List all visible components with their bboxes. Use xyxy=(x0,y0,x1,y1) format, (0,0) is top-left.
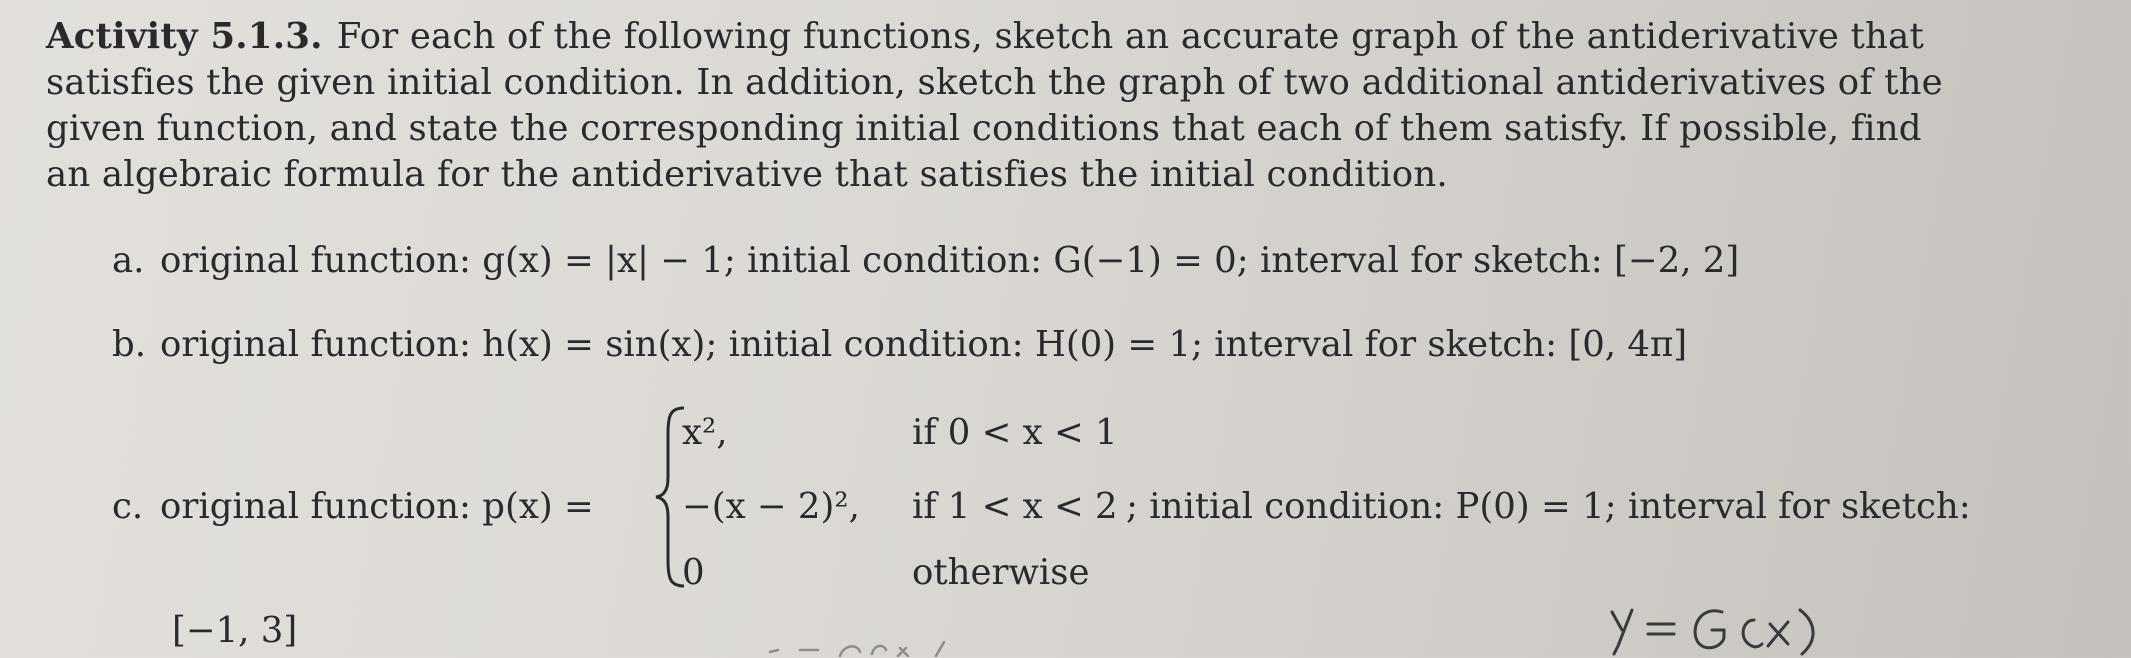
case-2-expression: −(x − 2)², xyxy=(682,486,860,527)
item-c-tail: ; initial condition: P(0) = 1; interval for sketch: xyxy=(1126,486,1971,527)
item-b xyxy=(112,322,1687,368)
case-1-expression: x², xyxy=(682,412,728,453)
item-c-lead-text: original function: p(x) = xyxy=(160,486,594,527)
item-c-interval: [−1, 3] xyxy=(172,610,298,651)
handwritten-note xyxy=(1604,598,1854,658)
item-b-text: original function: h(x) = sin(x); initial condition: H(0) = 1; interval for sketch: [0, 4π] xyxy=(160,324,1688,365)
activity-instructions: For each of the following functions, sketch an accurate graph of the antiderivative that satisfies the given initial condition. In addition, sketch the graph of two additional antiderivatives of the given function, and state the corresponding initial conditions that each of them satisfy. If possible, find an algebraic formula for the antiderivative that satisfies the initial condition. xyxy=(46,16,1943,195)
item-c-lead xyxy=(112,484,594,530)
item-c-letter: c. xyxy=(112,486,144,527)
case-1-condition: if 0 < x < 1 xyxy=(912,412,1118,453)
case-2-condition: if 1 < x < 2 xyxy=(912,486,1118,527)
item-a-text: original function: g(x) = |x| − 1; initial condition: G(−1) = 0; interval for sketch: [−2, 2] xyxy=(160,240,1740,281)
item-a-letter: a. xyxy=(112,240,145,281)
handwritten-note-text: y = G(x) xyxy=(1604,598,1609,599)
item-b-letter: b. xyxy=(112,324,147,365)
item-a xyxy=(112,238,1739,284)
case-3-condition: otherwise xyxy=(912,552,1090,593)
activity-paragraph xyxy=(46,14,1966,198)
pencil-scribble xyxy=(760,630,1020,657)
case-3-expression: 0 xyxy=(682,552,705,593)
activity-label: Activity 5.1.3. xyxy=(46,16,323,57)
